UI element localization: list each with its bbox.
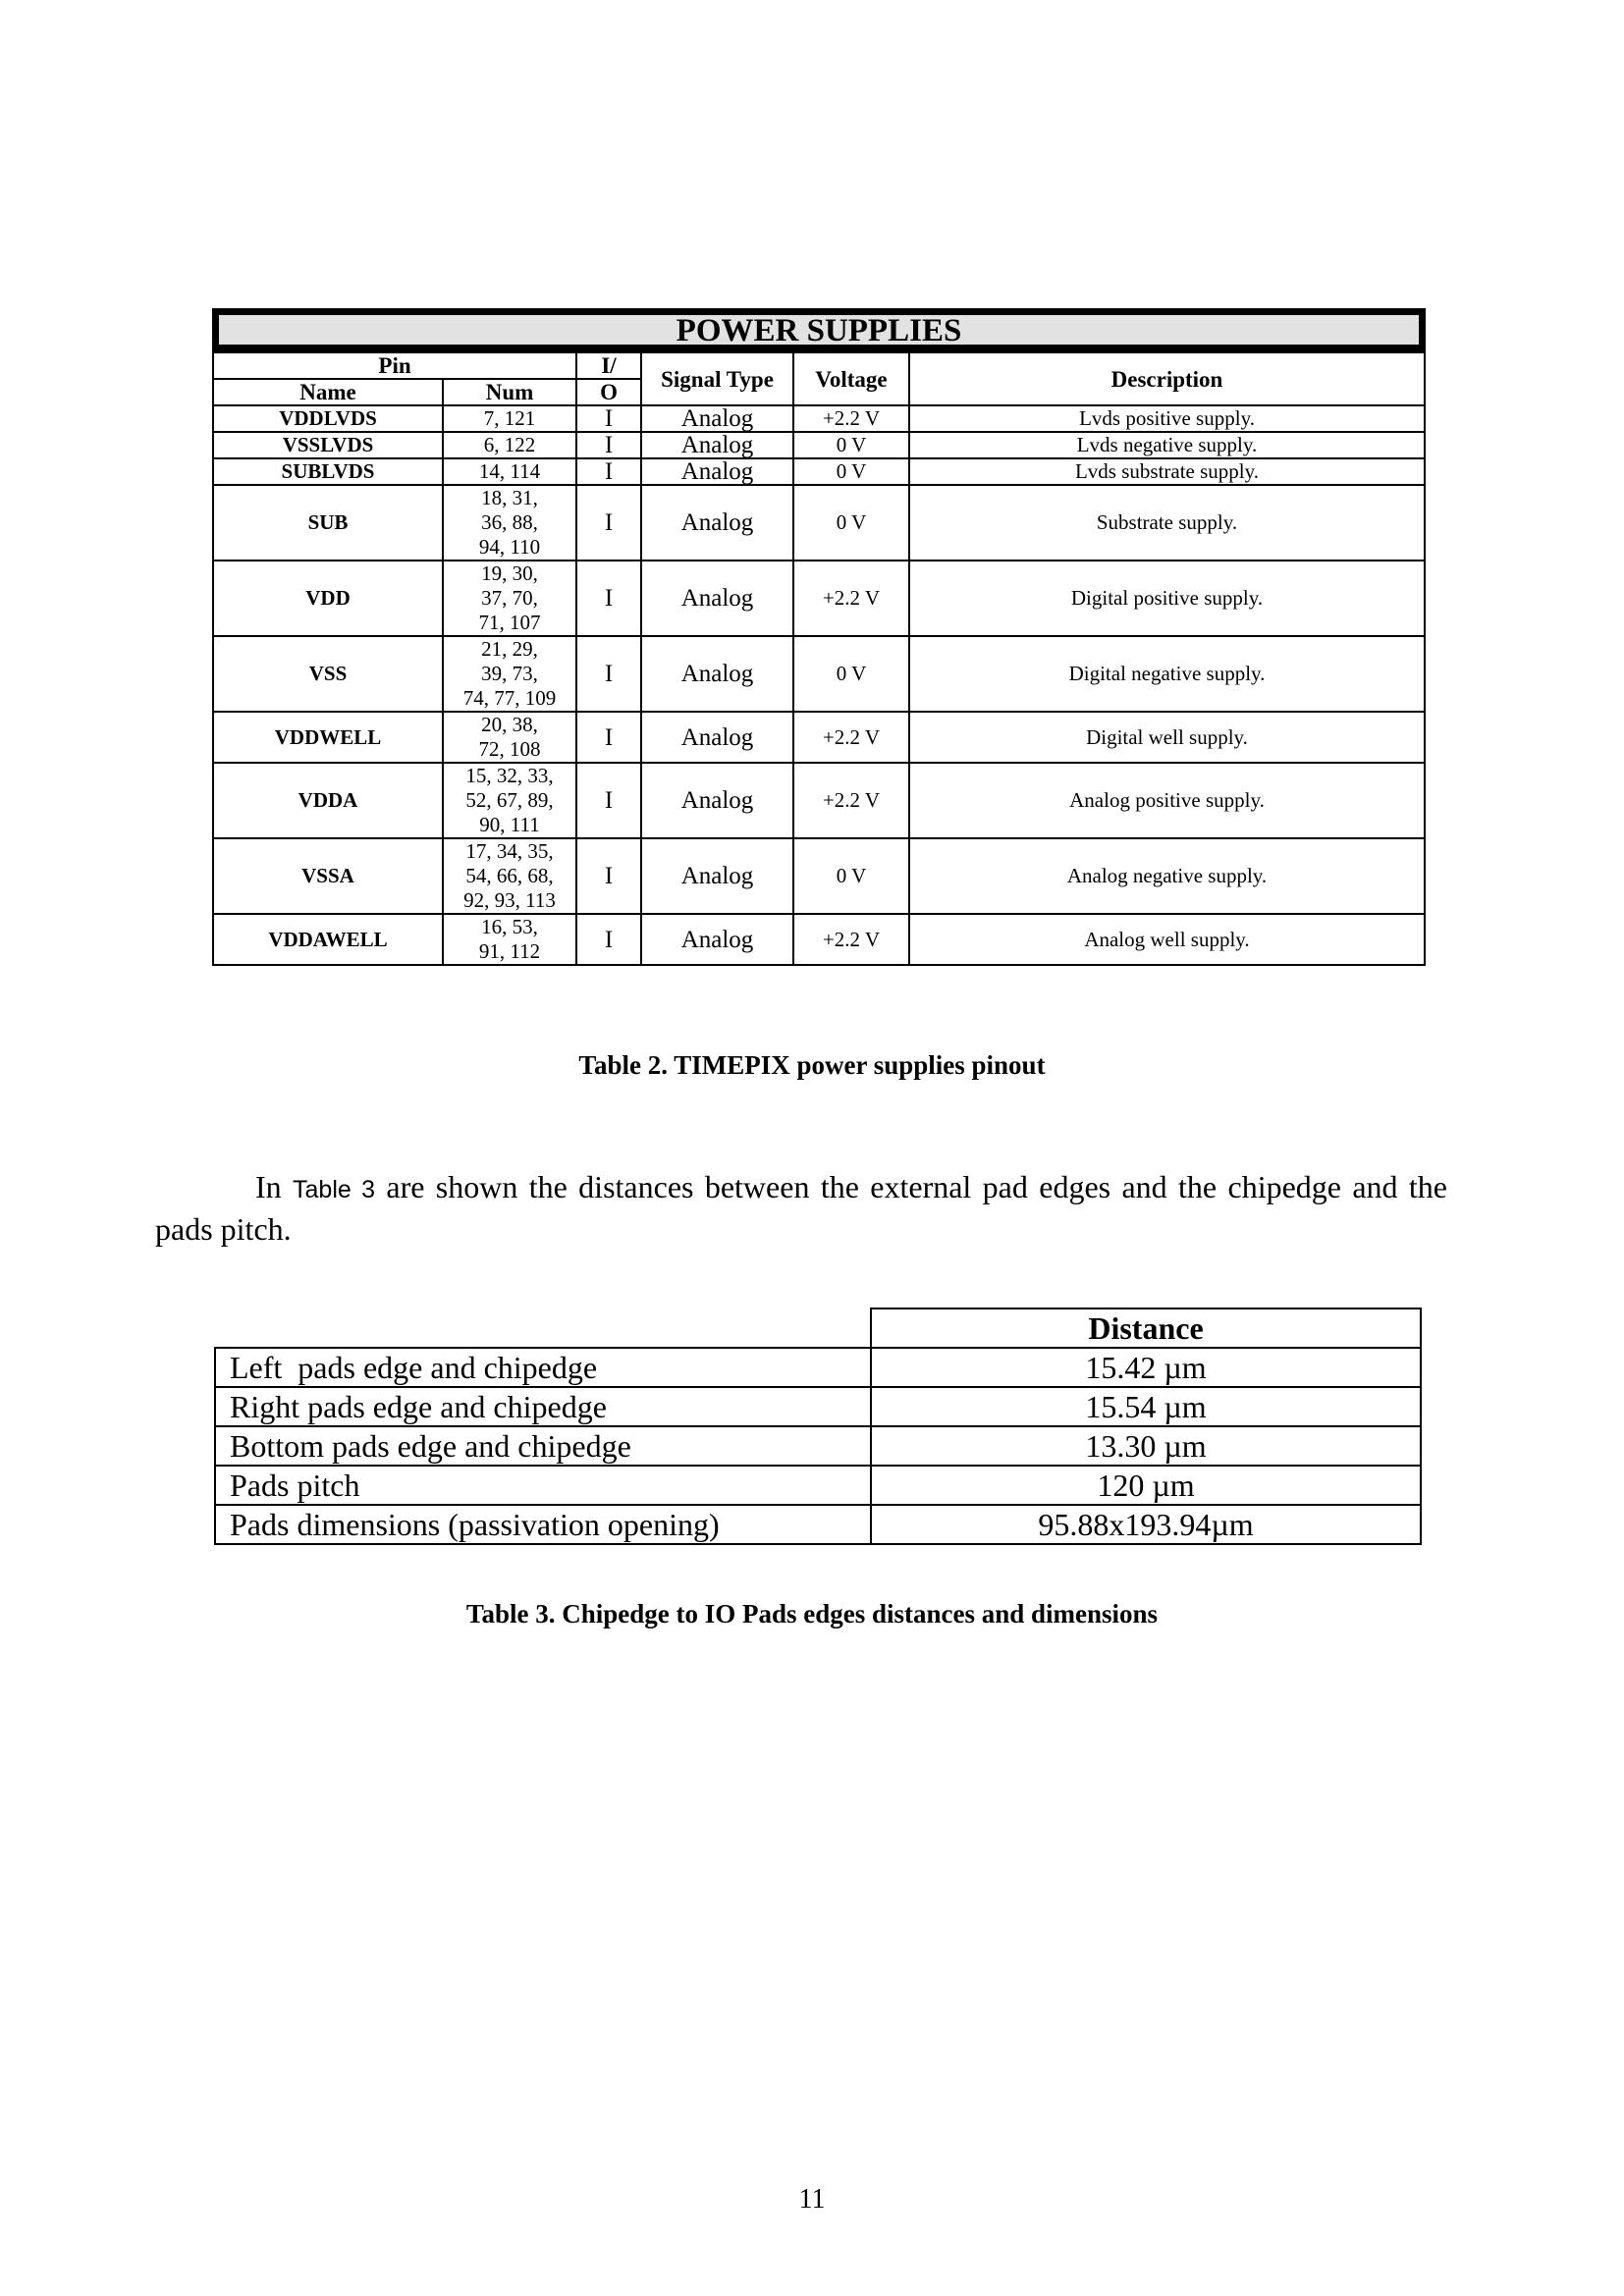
pin-num-line: 72, 108	[478, 737, 541, 761]
table3-reference: Table 3	[293, 1176, 376, 1203]
description-cell: Analog positive supply.	[909, 763, 1425, 838]
signal-type-header: Signal Type	[641, 352, 793, 405]
voltage-cell: +2.2 V	[793, 405, 909, 432]
io-cell: I	[576, 636, 641, 712]
pin-name-cell: VSSA	[213, 838, 443, 914]
page-number: 11	[798, 2184, 826, 2215]
io-cell: I	[576, 914, 641, 965]
pin-num-cell	[443, 763, 576, 838]
io-cell: I	[576, 561, 641, 636]
io-cell: I	[576, 485, 641, 561]
power-supplies-table	[212, 308, 1426, 966]
voltage-cell: 0 V	[793, 432, 909, 458]
pin-num-line: 15, 32, 33,	[465, 764, 554, 787]
description-cell: Lvds positive supply.	[909, 405, 1425, 432]
pin-name-cell: VDD	[213, 561, 443, 636]
distance-row	[215, 1348, 1421, 1387]
voltage-cell: 0 V	[793, 485, 909, 561]
io-cell: I	[576, 405, 641, 432]
distance-value-cell: 95.88x193.94µm	[871, 1505, 1421, 1544]
pin-num-line: 19, 30,	[481, 561, 538, 585]
signal-type-cell: Analog	[641, 763, 793, 838]
signal-type-cell: Analog	[641, 838, 793, 914]
io-header-bottom: O	[576, 379, 641, 405]
pin-num-cell	[443, 914, 576, 965]
pin-name-cell: VDDAWELL	[213, 914, 443, 965]
pin-name-cell: VDDLVDS	[213, 405, 443, 432]
distance-table	[214, 1308, 1422, 1545]
distance-header-row	[215, 1308, 1421, 1348]
description-cell: Analog well supply.	[909, 914, 1425, 965]
description-cell: Digital negative supply.	[909, 636, 1425, 712]
io-cell: I	[576, 712, 641, 763]
pin-name-cell: VDDA	[213, 763, 443, 838]
description-cell: Digital well supply.	[909, 712, 1425, 763]
description-header: Description	[909, 352, 1425, 405]
distance-label-cell: Right pads edge and chipedge	[215, 1387, 871, 1426]
distance-value-cell: 15.42 µm	[871, 1348, 1421, 1387]
pin-num-line: 74, 77, 109	[462, 686, 557, 710]
distance-label-cell: Pads dimensions (passivation opening)	[215, 1505, 871, 1544]
pin-num-line: 52, 67, 89,	[465, 788, 554, 812]
pin-name-cell: VSS	[213, 636, 443, 712]
pin-num-line: 36, 88,	[481, 510, 538, 534]
pin-name-cell: SUBLVDS	[213, 458, 443, 485]
pin-num-line: 20, 38,	[481, 713, 538, 736]
header-row-1	[213, 352, 1425, 379]
description-cell: Lvds substrate supply.	[909, 458, 1425, 485]
distance-label-cell: Pads pitch	[215, 1466, 871, 1505]
power-row	[213, 763, 1425, 838]
distance-value-cell: 15.54 µm	[871, 1387, 1421, 1426]
pin-num-line: 91, 112	[478, 939, 541, 963]
io-cell: I	[576, 432, 641, 458]
power-row	[213, 636, 1425, 712]
pin-num-line: 71, 107	[478, 611, 541, 634]
table3-caption: Table 3. Chipedge to IO Pads edges distances and dimensions	[465, 1599, 1159, 1629]
body-paragraph	[155, 1167, 1447, 1249]
power-row	[213, 838, 1425, 914]
voltage-cell: 0 V	[793, 458, 909, 485]
pin-num-cell	[443, 712, 576, 763]
blank-header-cell	[215, 1308, 871, 1348]
voltage-cell: +2.2 V	[793, 561, 909, 636]
power-table-grid	[212, 351, 1426, 966]
signal-type-cell: Analog	[641, 458, 793, 485]
pin-num-line: 94, 110	[478, 535, 541, 559]
voltage-cell: +2.2 V	[793, 763, 909, 838]
voltage-cell: 0 V	[793, 838, 909, 914]
power-row	[213, 914, 1425, 965]
voltage-header: Voltage	[793, 352, 909, 405]
pin-num-line: 90, 111	[479, 813, 540, 836]
distance-row	[215, 1387, 1421, 1426]
paragraph-text-start: In	[255, 1169, 294, 1204]
distance-row	[215, 1426, 1421, 1466]
paragraph-text-end: are shown the distances between the external pad edges and the chipedge and the pads pitch.	[155, 1169, 1448, 1247]
pin-num-cell	[443, 432, 576, 458]
pin-num-cell	[443, 458, 576, 485]
distance-row	[215, 1505, 1421, 1544]
pin-num-line: 92, 93, 113	[463, 888, 556, 912]
description-cell: Substrate supply.	[909, 485, 1425, 561]
voltage-cell: 0 V	[793, 636, 909, 712]
pin-name-cell: SUB	[213, 485, 443, 561]
voltage-cell: +2.2 V	[793, 914, 909, 965]
distance-label-cell: Left pads edge and chipedge	[215, 1348, 871, 1387]
name-header: Name	[213, 379, 443, 405]
table-banner: POWER SUPPLIES	[212, 308, 1426, 351]
pin-num-cell	[443, 405, 576, 432]
power-row	[213, 432, 1425, 458]
voltage-cell: +2.2 V	[793, 712, 909, 763]
pin-num-line: 6, 122	[483, 433, 536, 456]
signal-type-cell: Analog	[641, 405, 793, 432]
pin-num-line: 7, 121	[483, 406, 536, 430]
signal-type-cell: Analog	[641, 432, 793, 458]
pin-num-line: 17, 34, 35,	[465, 839, 554, 863]
description-cell: Digital positive supply.	[909, 561, 1425, 636]
distance-row	[215, 1466, 1421, 1505]
io-header-top: I/	[576, 352, 641, 379]
pin-name-cell: VSSLVDS	[213, 432, 443, 458]
io-cell: I	[576, 838, 641, 914]
distance-header: Distance	[871, 1308, 1421, 1348]
distance-value-cell: 120 µm	[871, 1466, 1421, 1505]
signal-type-cell: Analog	[641, 712, 793, 763]
pin-num-line: 14, 114	[478, 459, 541, 483]
signal-type-cell: Analog	[641, 914, 793, 965]
pin-num-line: 54, 66, 68,	[465, 864, 554, 887]
pin-num-line: 16, 53,	[481, 915, 538, 938]
pin-num-cell	[443, 485, 576, 561]
description-cell: Analog negative supply.	[909, 838, 1425, 914]
pin-num-cell	[443, 838, 576, 914]
signal-type-cell: Analog	[641, 485, 793, 561]
num-header: Num	[443, 379, 576, 405]
pin-num-line: 21, 29,	[481, 637, 538, 661]
distance-value-cell: 13.30 µm	[871, 1426, 1421, 1466]
pin-num-cell	[443, 636, 576, 712]
table2-caption: Table 2. TIMEPIX power supplies pinout	[578, 1050, 1046, 1080]
pin-num-cell	[443, 561, 576, 636]
io-cell: I	[576, 763, 641, 838]
power-row	[213, 485, 1425, 561]
pin-num-line: 37, 70,	[481, 586, 538, 610]
distance-label-cell: Bottom pads edge and chipedge	[215, 1426, 871, 1466]
pin-name-cell: VDDWELL	[213, 712, 443, 763]
pin-num-line: 18, 31,	[481, 486, 538, 509]
pin-header: Pin	[213, 352, 576, 379]
signal-type-cell: Analog	[641, 561, 793, 636]
signal-type-cell: Analog	[641, 636, 793, 712]
power-row	[213, 712, 1425, 763]
power-row	[213, 561, 1425, 636]
power-row	[213, 405, 1425, 432]
io-cell: I	[576, 458, 641, 485]
power-row	[213, 458, 1425, 485]
pin-num-line: 39, 73,	[481, 662, 538, 685]
description-cell: Lvds negative supply.	[909, 432, 1425, 458]
